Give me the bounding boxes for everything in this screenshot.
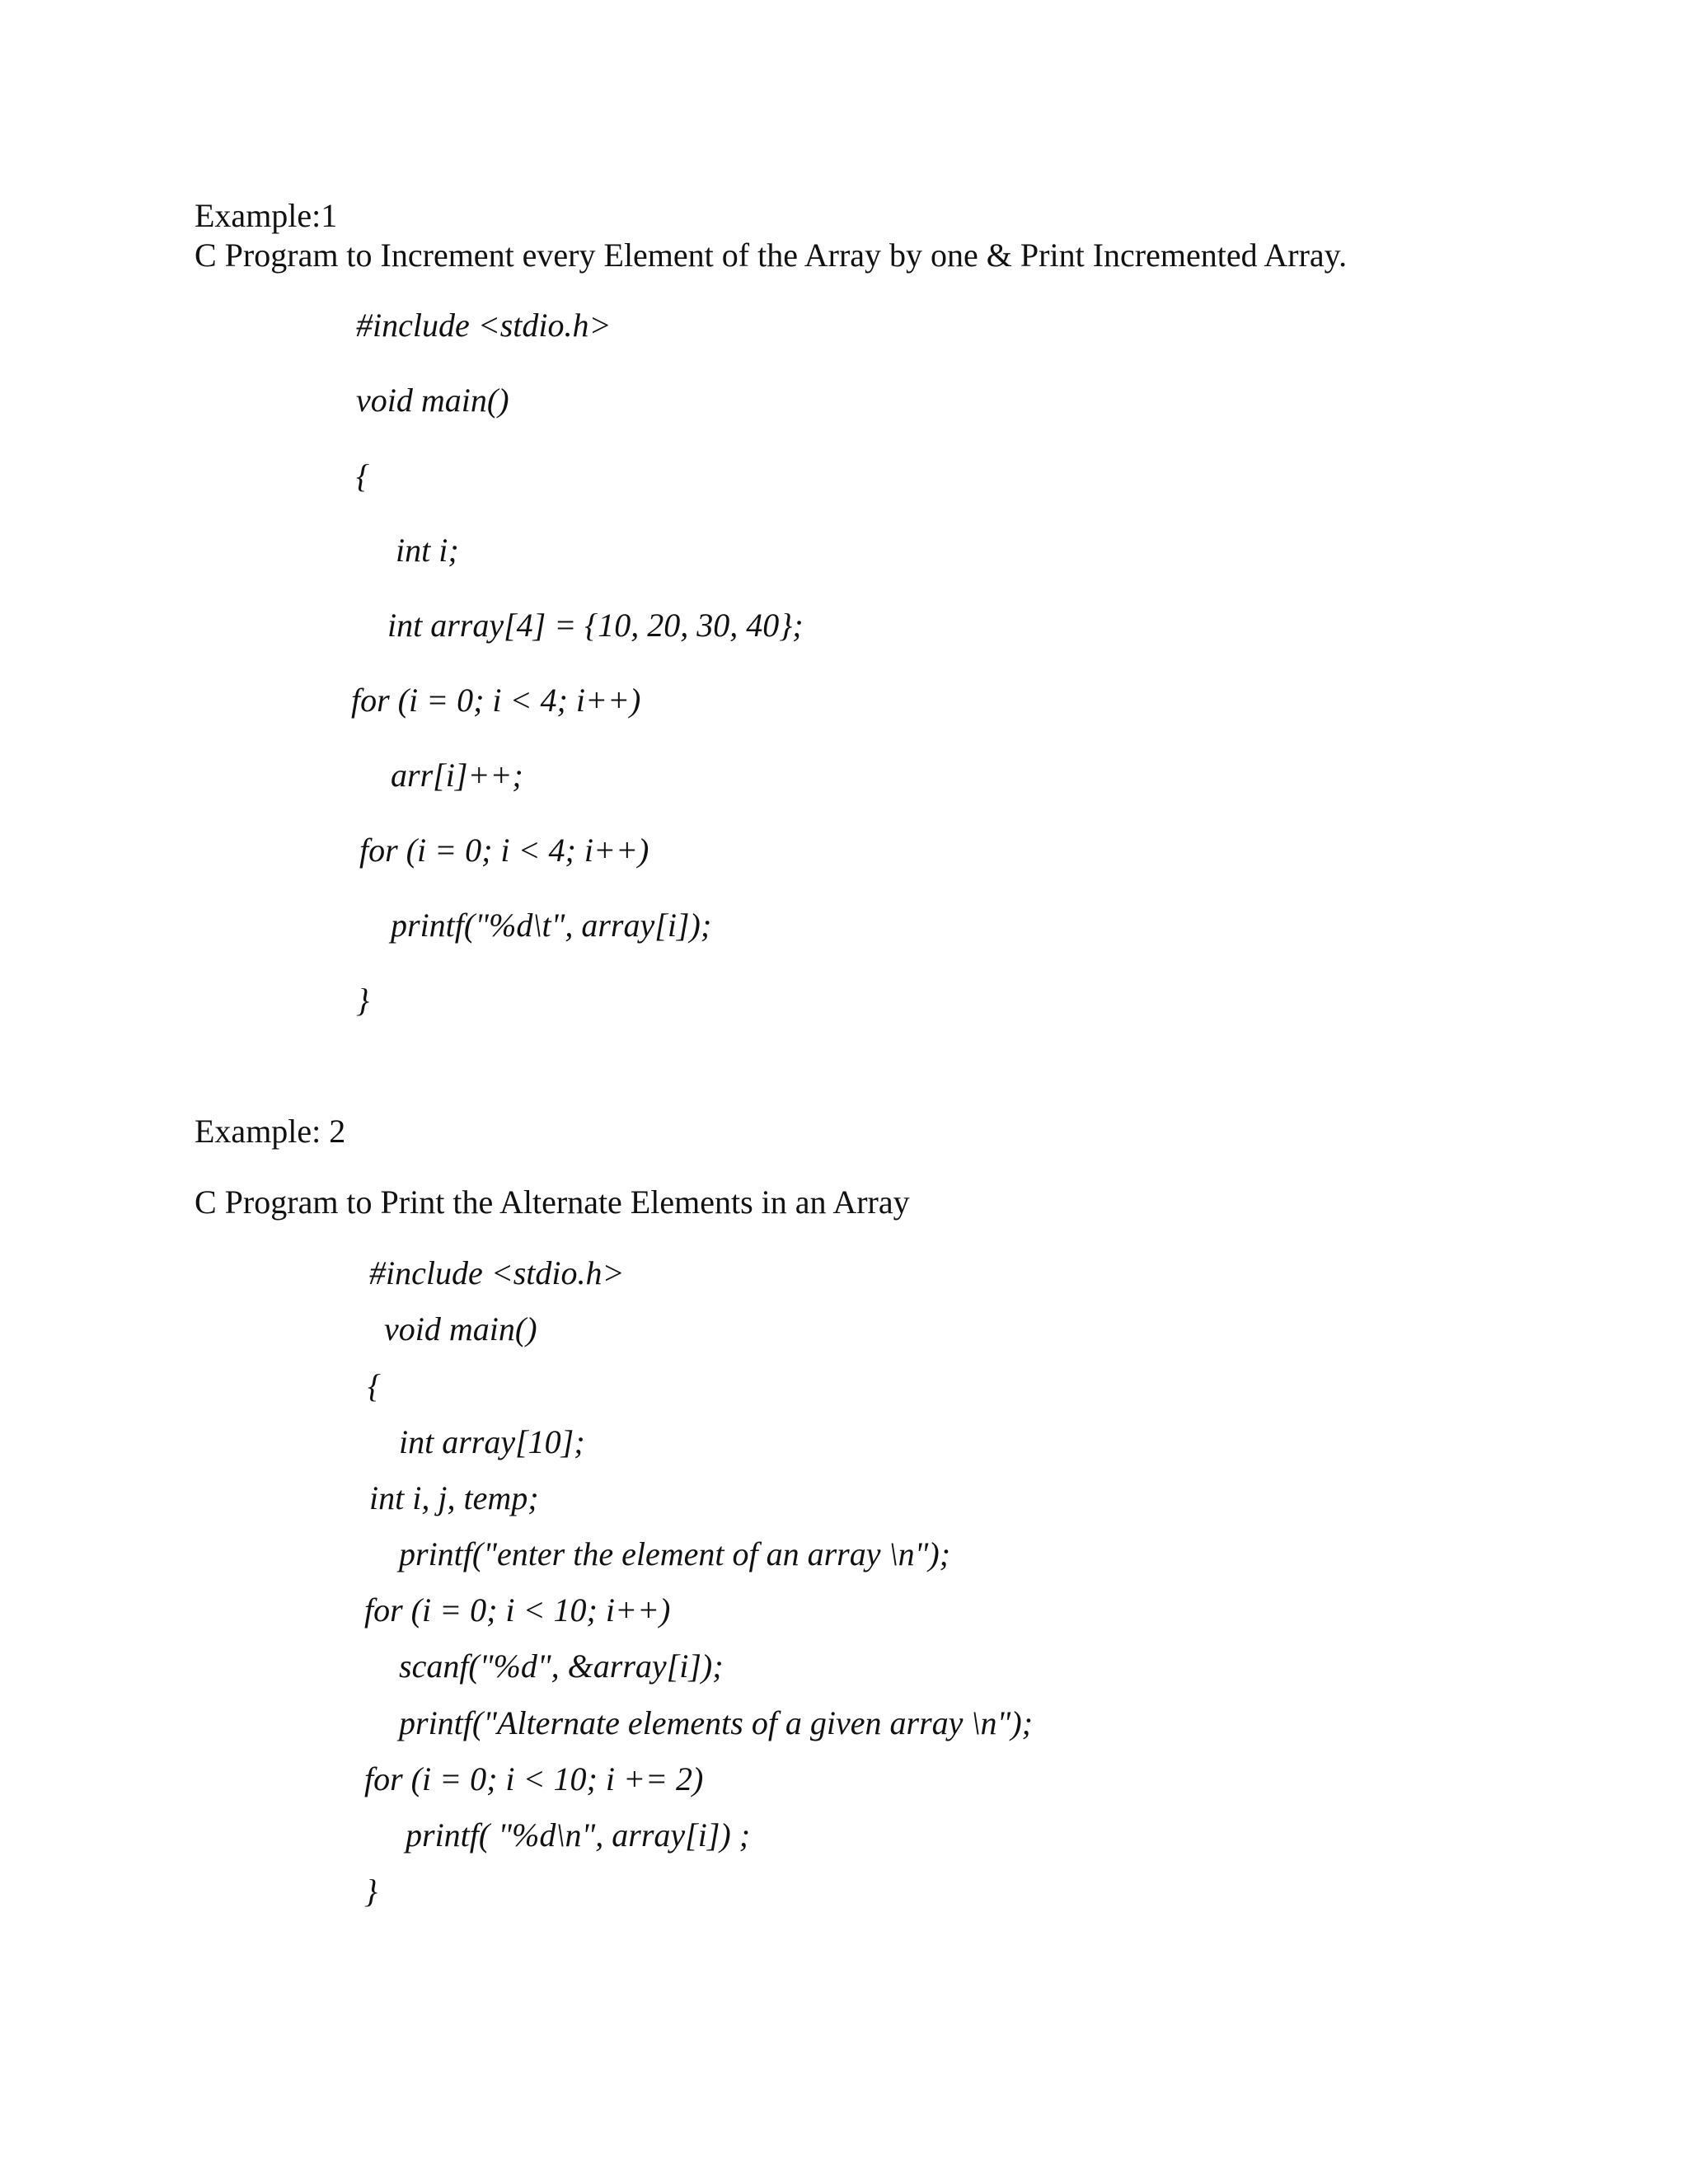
example2-code-line: int i, j, temp; <box>369 1479 539 1516</box>
example1-code-line: { <box>356 457 369 494</box>
example1-code-line: } <box>356 982 369 1019</box>
example1-code-line: for (i = 0; i < 4; i++) <box>359 832 649 869</box>
example2-code-line: #include <stdio.h> <box>369 1254 625 1291</box>
example2-code-line: printf("Alternate elements of a given array \n"); <box>399 1704 1033 1741</box>
example1-code-line: int array[4] = {10, 20, 30, 40}; <box>387 607 804 644</box>
example2-code-line: void main() <box>384 1310 537 1347</box>
example2-code-line: } <box>364 1872 377 1910</box>
example2-label: Example: 2 <box>195 1113 346 1150</box>
example2-code-line: for (i = 0; i < 10; i += 2) <box>364 1760 704 1797</box>
example1-label: Example:1 <box>195 197 338 234</box>
example1-code-line: int i; <box>396 532 459 569</box>
example2-code-line: { <box>368 1367 381 1404</box>
example2-code-line: printf("enter the element of an array \n"); <box>399 1535 951 1572</box>
example1-code-line: for (i = 0; i < 4; i++) <box>351 682 641 719</box>
example1-title: C Program to Increment every Element of the Array by one & Print Incremented Array. <box>195 237 1348 274</box>
example2-code-line: int array[10]; <box>399 1423 585 1460</box>
example1-code-line: #include <stdio.h> <box>356 307 612 344</box>
example2-code-line: scanf("%d", &array[i]); <box>399 1647 724 1685</box>
example2-code-line: for (i = 0; i < 10; i++) <box>364 1591 671 1629</box>
example1-code-line: void main() <box>356 382 509 419</box>
example1-code-line: printf("%d\t", array[i]); <box>391 907 712 944</box>
example1-code-line: arr[i]++; <box>391 757 523 794</box>
example2-title: C Program to Print the Alternate Elements in an Array <box>195 1183 910 1221</box>
example2-code-line: printf( "%d\n", array[i]) ; <box>406 1816 751 1854</box>
